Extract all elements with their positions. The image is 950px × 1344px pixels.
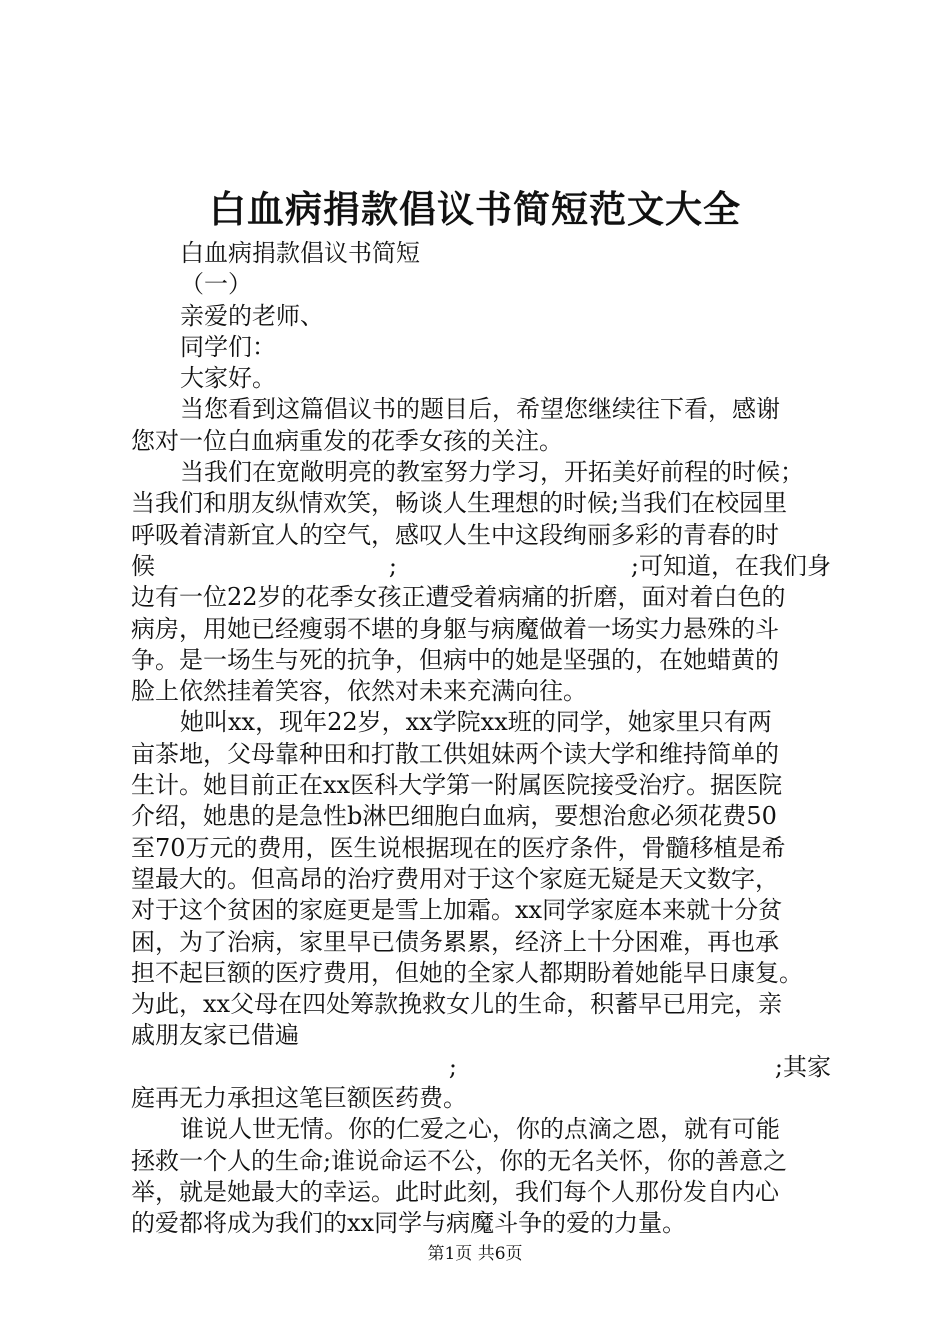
paragraph-line: 的爱都将成为我们的xx同学与病魔斗争的爱的力量。: [131, 1209, 687, 1238]
paragraph-line: 脸上依然挂着笑容，依然对未来充满向往。: [131, 677, 587, 706]
paragraph-line: 当我们在宽敞明亮的教室努力学习，开拓美好前程的时候；: [180, 458, 804, 487]
text-segment: ;其家: [774, 1052, 831, 1081]
greeting-line: 大家好。: [180, 364, 276, 393]
paragraph-line: 拯救一个人的生命;谁说命运不公，你的无名关怀，你的善意之: [131, 1146, 788, 1175]
paragraph-line: 争。是一场生与死的抗争，但病中的她是坚强的，在她蜡黄的: [131, 645, 779, 674]
paragraph-line: 边有一位22岁的花季女孩正遭受着病痛的折磨，面对着白色的: [131, 583, 786, 612]
paragraph-line-justified: [131, 551, 831, 582]
paragraph-line: 对于这个贫困的家庭更是雪上加霜。xx同学家庭本来就十分贫: [131, 896, 783, 925]
text-segment: ;: [388, 551, 397, 580]
paragraph-line: 谁说人世无情。你的仁爱之心，你的点滴之恩，就有可能: [180, 1115, 780, 1144]
section-number: （一）: [180, 270, 252, 299]
paragraph-line: 至70万元的费用，医生说根据现在的医疗条件，骨髓移植是希: [131, 833, 786, 862]
text-segment: 候: [131, 551, 155, 580]
paragraph-line: 为此，xx父母在四处筹款挽救女儿的生命，积蓄早已用完，亲: [131, 990, 783, 1019]
paragraph-line: 当您看到这篇倡议书的题目后，希望您继续往下看，感谢: [180, 395, 780, 424]
paragraph-line-justified: [131, 1052, 831, 1083]
paragraph-line: 庭再无力承担这笔巨额医药费。: [131, 1084, 467, 1113]
paragraph-line: 介绍，她患的是急性b淋巴细胞白血病，要想治愈必须花费50: [131, 802, 777, 831]
paragraph-line: 戚朋友家已借遍: [131, 1021, 299, 1050]
paragraph-line: 望最大的。但高昂的治疗费用对于这个家庭无疑是天文数字，: [131, 864, 779, 893]
paragraph-line: 她叫xx，现年22岁，xx学院xx班的同学，她家里只有两: [180, 708, 772, 737]
page-footer: 第1页 共6页: [427, 1244, 523, 1264]
subtitle: 白血病捐款倡议书简短: [180, 239, 420, 267]
paragraph-line: 生计。她目前正在xx医科大学第一附属医院接受治疗。据医院: [131, 771, 783, 800]
paragraph-line: 担不起巨额的医疗费用，但她的全家人都期盼着她能早日康复。: [131, 958, 803, 987]
text-segment: ;可知道，在我们身: [630, 551, 831, 580]
text-segment: ;: [448, 1052, 457, 1081]
paragraph-line: 呼吸着清新宜人的空气，感叹人生中这段绚丽多彩的青春的时: [131, 520, 779, 549]
paragraph-line: 亩茶地，父母靠种田和打散工供姐妹两个读大学和维持简单的: [131, 739, 779, 768]
paragraph-line: 举，就是她最大的幸运。此时此刻，我们每个人那份发自内心: [131, 1177, 779, 1206]
paragraph-line: 您对一位白血病重发的花季女孩的关注。: [131, 426, 563, 455]
salutation-line: 亲爱的老师、: [180, 301, 324, 330]
paragraph-line: 困，为了治病，家里早已债务累累，经济上十分困难，再也承: [131, 927, 779, 956]
document-title: 白血病捐款倡议书简短范文大全: [209, 187, 741, 231]
paragraph-line: 病房，用她已经瘦弱不堪的身躯与病魔做着一场实力悬殊的斗: [131, 614, 779, 643]
salutation-line: 同学们：: [180, 332, 276, 361]
document-body: [131, 238, 831, 1240]
paragraph-line: 当我们和朋友纵情欢笑，畅谈人生理想的时候;当我们在校园里: [131, 489, 788, 518]
